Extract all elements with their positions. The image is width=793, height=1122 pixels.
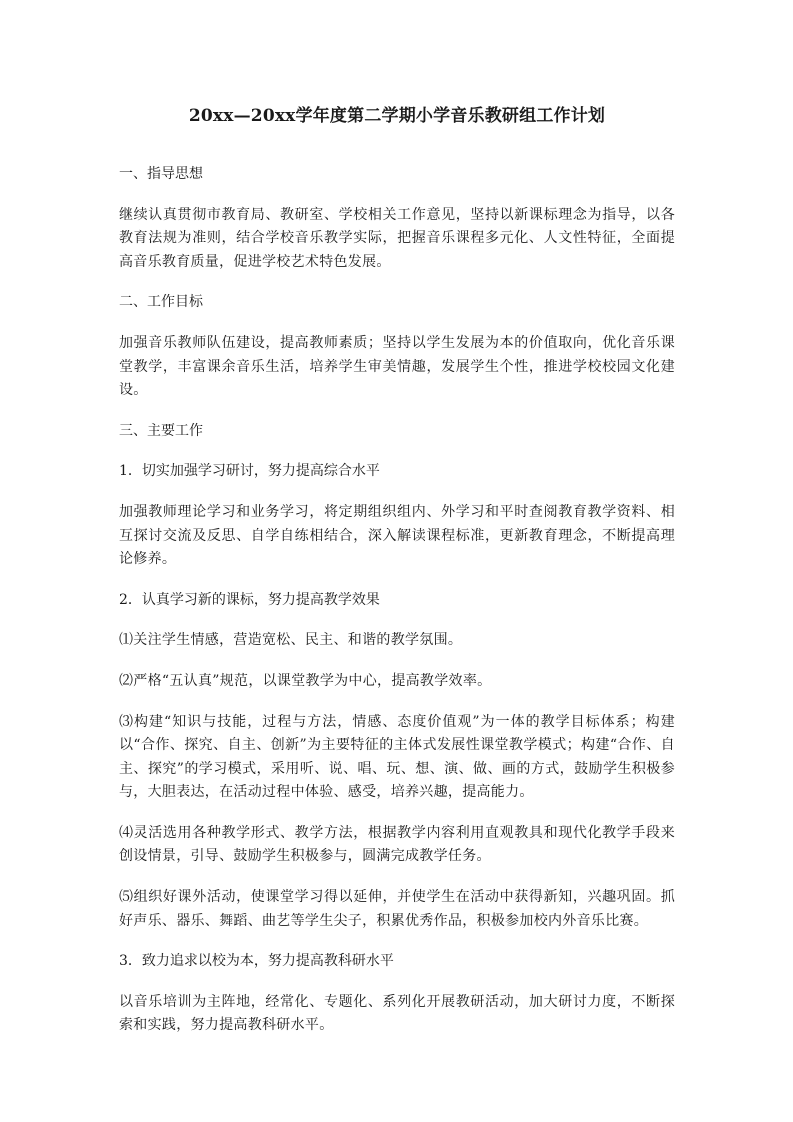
paragraph-work-goals: 加强音乐教师队伍建设，提高教师素质；坚持以学生发展为本的价值取向，优化音乐课堂教学，丰富课余音乐生活，培养学生审美情趣，发展学生个性，推进学校校园文化建设。 (119, 334, 675, 399)
section-heading-guiding-ideology: 一、指导思想 (119, 166, 203, 182)
section-heading-work-goals: 二、工作目标 (119, 294, 203, 311)
subheading-3: 3．致力追求以校为本，努力提高教科研水平 (119, 953, 394, 970)
list-item-2-4: ⑷灵活选用各种教学形式、教学方法，根据教学内容利用直观教具和现代化教学手段来创设情景，引导、鼓励学生积极参与，圆满完成教学任务。 (119, 824, 675, 865)
list-item-2-1: ⑴关注学生情感，营造宽松、民主、和谐的教学氛围。 (119, 632, 463, 649)
list-item-2-3: ⑶构建“知识与技能，过程与方法，情感、态度价值观”为一体的教学目标体系；构建以“合作、探究、自主、创新”为主要特征的主体式发展性课堂教学模式；构建“合作、自主、探究”的学习模式，采用听、说、唱、玩、想、演、做、画的方式，鼓励学生积极参与，大胆表达，在活动过程中体验、感受，培养兴趣，提高能力。 (119, 713, 675, 801)
paragraph-1: 加强教师理论学习和业务学习，将定期组织组内、外学习和平时查阅教育教学资料、相互探讨交流及反思、自学自练相结合，深入解读课程标准，更新教育理念，不断提高理论修养。 (119, 503, 675, 568)
document-title: 20xx—20xx学年度第二学期小学音乐教研组工作计划 (188, 106, 606, 126)
document-body (119, 104, 675, 1055)
list-item-2-2: ⑵严格“五认真”规范，以课堂教学为中心，提高教学效率。 (119, 672, 492, 689)
subheading-1: 1．切实加强学习研讨，努力提高综合水平 (119, 463, 380, 480)
paragraph-3: 以音乐培训为主阵地，经常化、专题化、系列化开展教研活动，加大研讨力度，不断探索和实践，努力提高教科研水平。 (119, 993, 675, 1034)
subheading-2: 2．认真学习新的课标，努力提高教学效果 (119, 591, 380, 608)
list-item-2-5: ⑸组织好课外活动，使课堂学习得以延伸，并使学生在活动中获得新知，兴趣巩固。抓好声乐、器乐、舞蹈、曲艺等学生尖子，积累优秀作品，积极参加校内外音乐比赛。 (119, 889, 675, 929)
section-heading-main-work: 三、主要工作 (119, 422, 203, 439)
paragraph-guiding-ideology: 继续认真贯彻市教育局、教研室、学校相关工作意见，坚持以新课标理念为指导，以各教育法规为准则，结合学校音乐教学实际，把握音乐课程多元化、人文性特征，全面提高音乐教育质量，促进学校艺术特色发展。 (119, 206, 675, 270)
